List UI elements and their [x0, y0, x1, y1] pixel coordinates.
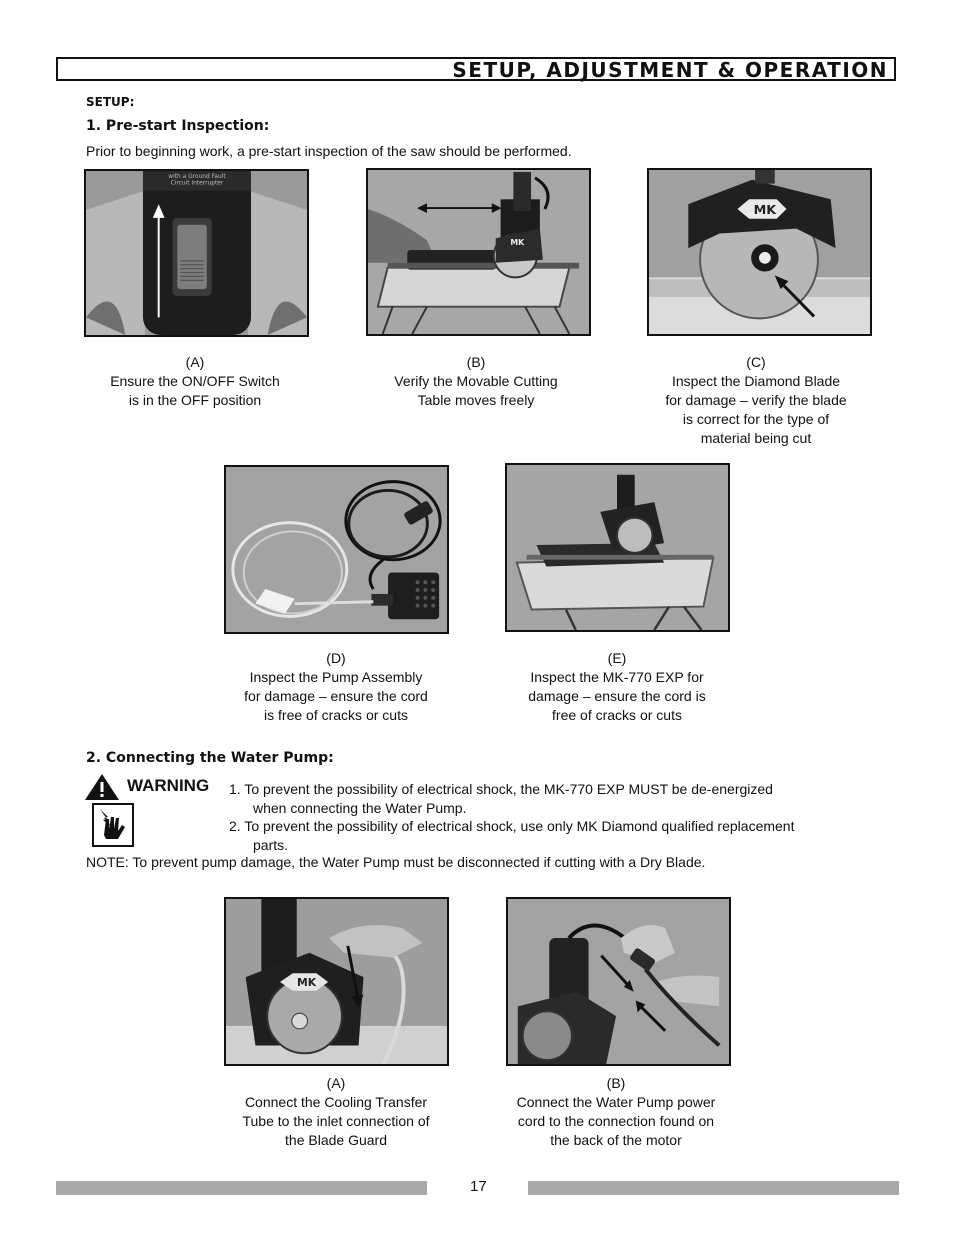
warning-list — [229, 780, 889, 854]
caption-b: (B) Verify the Movable Cutting Table moves freely — [394, 354, 558, 408]
section-title-bar — [56, 57, 896, 81]
photo-mk-770-exp — [505, 463, 730, 632]
section-1-intro: Prior to beginning work, a pre-start inspection of the saw should be performed. — [86, 143, 572, 159]
warning-item-1-line-1: 1. To prevent the possibility of electrical shock, the MK-770 EXP MUST be de-energized — [229, 781, 773, 797]
caption-2a: (A) Connect the Cooling Transfer Tube to the inlet connection of the Blade Guard — [242, 1075, 430, 1148]
page-title: SETUP, ADJUSTMENT & OPERATION — [452, 58, 888, 82]
mk-logo-2a: MK — [296, 975, 317, 989]
warning-item-2-line-2: parts. — [253, 836, 289, 853]
photo-pump-assembly — [224, 465, 449, 634]
warning-item-1-line-2: when connecting the Water Pump. — [253, 799, 467, 816]
section-1-heading: 1. Pre-start Inspection: — [86, 118, 270, 134]
footer-bar-right — [528, 1181, 899, 1195]
photo-cooling-transfer-tube — [224, 897, 449, 1066]
electrical-shock-hazard-icon — [92, 803, 134, 847]
setup-label: SETUP: — [86, 95, 135, 109]
caption-e: (E) Inspect the MK-770 EXP for damage – ensure the cord is free of cracks or cuts — [528, 650, 706, 723]
photo-on-off-switch — [84, 169, 309, 337]
caption-d: (D) Inspect the Pump Assembly for damage – ensure the cord is free of cracks or cuts — [244, 650, 428, 723]
warning-triangle-icon — [84, 773, 120, 801]
section-2-heading: 2. Connecting the Water Pump: — [86, 750, 334, 766]
photo-pump-power-cord — [506, 897, 731, 1066]
warning-item-2-line-1: 2. To prevent the possibility of electrical shock, use only MK Diamond qualified replacement — [229, 818, 795, 834]
caption-c: (C) Inspect the Diamond Blade for damage – verify the blade is correct for the type of material being cut — [665, 354, 847, 446]
photo-diamond-blade — [647, 168, 872, 336]
caption-a: (A) Ensure the ON/OFF Switch is in the OFF position — [110, 354, 280, 408]
note-text: NOTE: To prevent pump damage, the Water Pump must be disconnected if cutting with a Dry Blade. — [86, 854, 706, 870]
motor-label-line-2: Circuit Interrupter — [170, 180, 224, 187]
page-number: 17 — [470, 1178, 487, 1195]
mk-logo-c: MK — [753, 201, 777, 217]
photo-movable-table — [366, 168, 591, 336]
warning-label: WARNING — [127, 776, 210, 795]
mk-logo-b: MK — [510, 238, 525, 248]
footer-bar-left — [56, 1181, 427, 1195]
motor-label-line-1: with a Ground Fault — [168, 173, 226, 180]
caption-2b: (B) Connect the Water Pump power cord to the connection found on the back of the motor — [516, 1075, 716, 1148]
